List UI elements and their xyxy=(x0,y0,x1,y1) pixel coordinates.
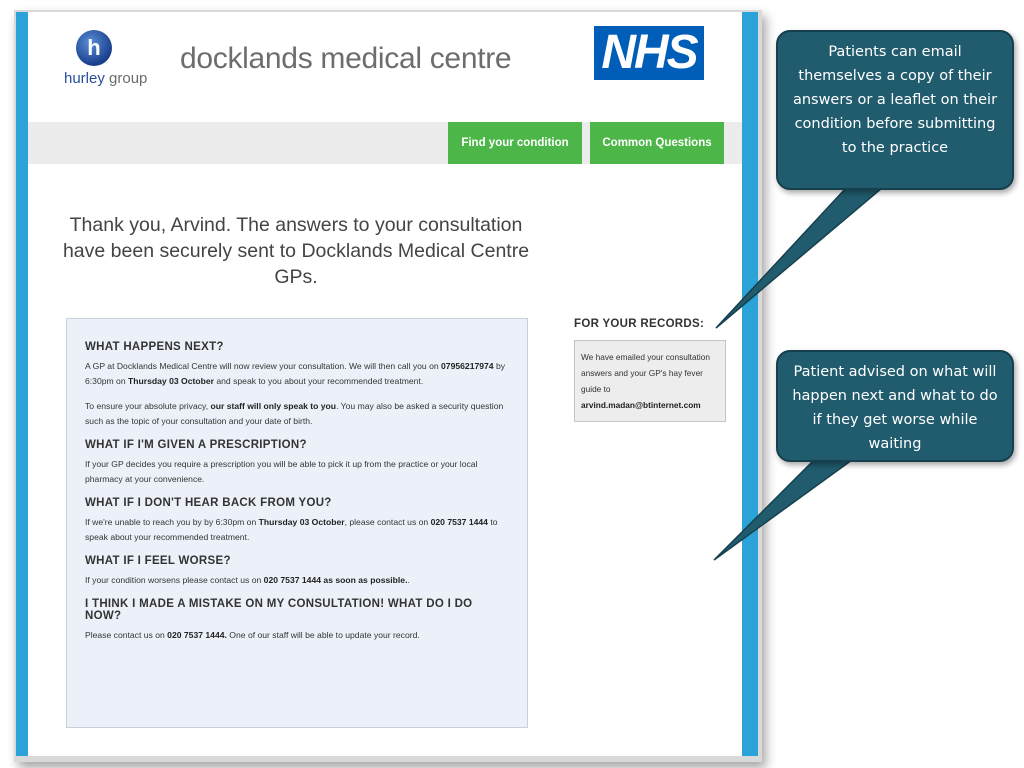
next-p2-text: To ensure your absolute privacy, xyxy=(85,401,211,411)
callback-date: Thursday 03 October xyxy=(128,376,214,386)
feel-worse-phone: 020 7537 1444 as soon as possible. xyxy=(263,575,408,585)
common-questions-button[interactable]: Common Questions xyxy=(590,122,724,164)
next-title: WHAT HAPPENS NEXT? xyxy=(85,341,224,353)
no-reply-text: If we're unable to reach you by by 6:30pm on xyxy=(85,517,259,527)
privacy-emphasis: our staff will only speak to you xyxy=(210,401,337,411)
callout-1-pointer xyxy=(716,188,882,328)
practice-phone: 020 7537 1444 xyxy=(430,517,488,527)
prescription-title: WHAT IF I'M GIVEN A PRESCRIPTION? xyxy=(85,439,307,451)
records-email[interactable]: arvind.madan@btinternet.com xyxy=(581,400,701,410)
records-text: We have emailed your consultation answers and your GP's hay fever guide to xyxy=(581,352,710,394)
next-p1-text-3: and speak to you about your recommended treatment. xyxy=(213,376,424,386)
thank-you-message: Thank you, Arvind. The answers to your consultation have been securely sent to Docklands Medical Centre GPs. xyxy=(62,214,530,288)
next-p1-text-2: by 6:30pm on xyxy=(85,361,506,386)
no-reply-text-3: to speak about your recommended treatment. xyxy=(85,517,498,542)
next-p1-text: A GP at Docklands Medical Centre will now review your consultation. We will then call you on xyxy=(85,361,442,371)
callout-2-pointer xyxy=(714,460,852,560)
mistake-title: I THINK I MADE A MISTAKE ON MY CONSULTATION! WHAT DO I DO NOW? xyxy=(85,598,473,622)
site-title: docklands medical centre xyxy=(180,42,512,75)
mistake-text-2: One of our staff will be able to update your record. xyxy=(226,630,420,640)
find-condition-button[interactable]: Find your condition xyxy=(448,122,582,164)
feel-worse-title: WHAT IF I FEEL WORSE? xyxy=(85,555,231,567)
prescription-paragraph: If your GP decides you require a prescription you will be able to pick it up from the practice or your local pharmacy at your convenience. xyxy=(85,459,478,484)
feel-worse-text-2: . xyxy=(407,575,410,585)
logo-letter: h xyxy=(87,35,101,60)
no-reply-title: WHAT IF I DON'T HEAR BACK FROM YOU? xyxy=(85,497,332,509)
feel-worse-text: If your condition worsens please contact us on xyxy=(85,575,264,585)
records-title: FOR YOUR RECORDS: xyxy=(574,318,705,330)
logo-group: group xyxy=(104,70,148,87)
mistake-phone: 020 7537 1444. xyxy=(167,630,227,640)
no-reply-text-2: , please contact us on xyxy=(344,517,431,527)
no-reply-date: Thursday 03 October xyxy=(258,517,345,527)
nhs-logo: NHS xyxy=(594,26,704,80)
next-p2-text-2: . You may also be asked a security question such as the topic of your consultation and your date of birth. xyxy=(85,401,504,426)
callout-email-copy: Patients can email themselves a copy of their answers or a leaflet on their condition before submitting to the practice xyxy=(776,30,1014,190)
patient-phone: 07956217974 xyxy=(441,361,494,371)
mistake-text: Please contact us on xyxy=(85,630,168,640)
callout-advice: Patient advised on what will happen next and what to do if they get worse while waiting xyxy=(776,350,1014,462)
logo-brand: hurley xyxy=(64,70,105,87)
